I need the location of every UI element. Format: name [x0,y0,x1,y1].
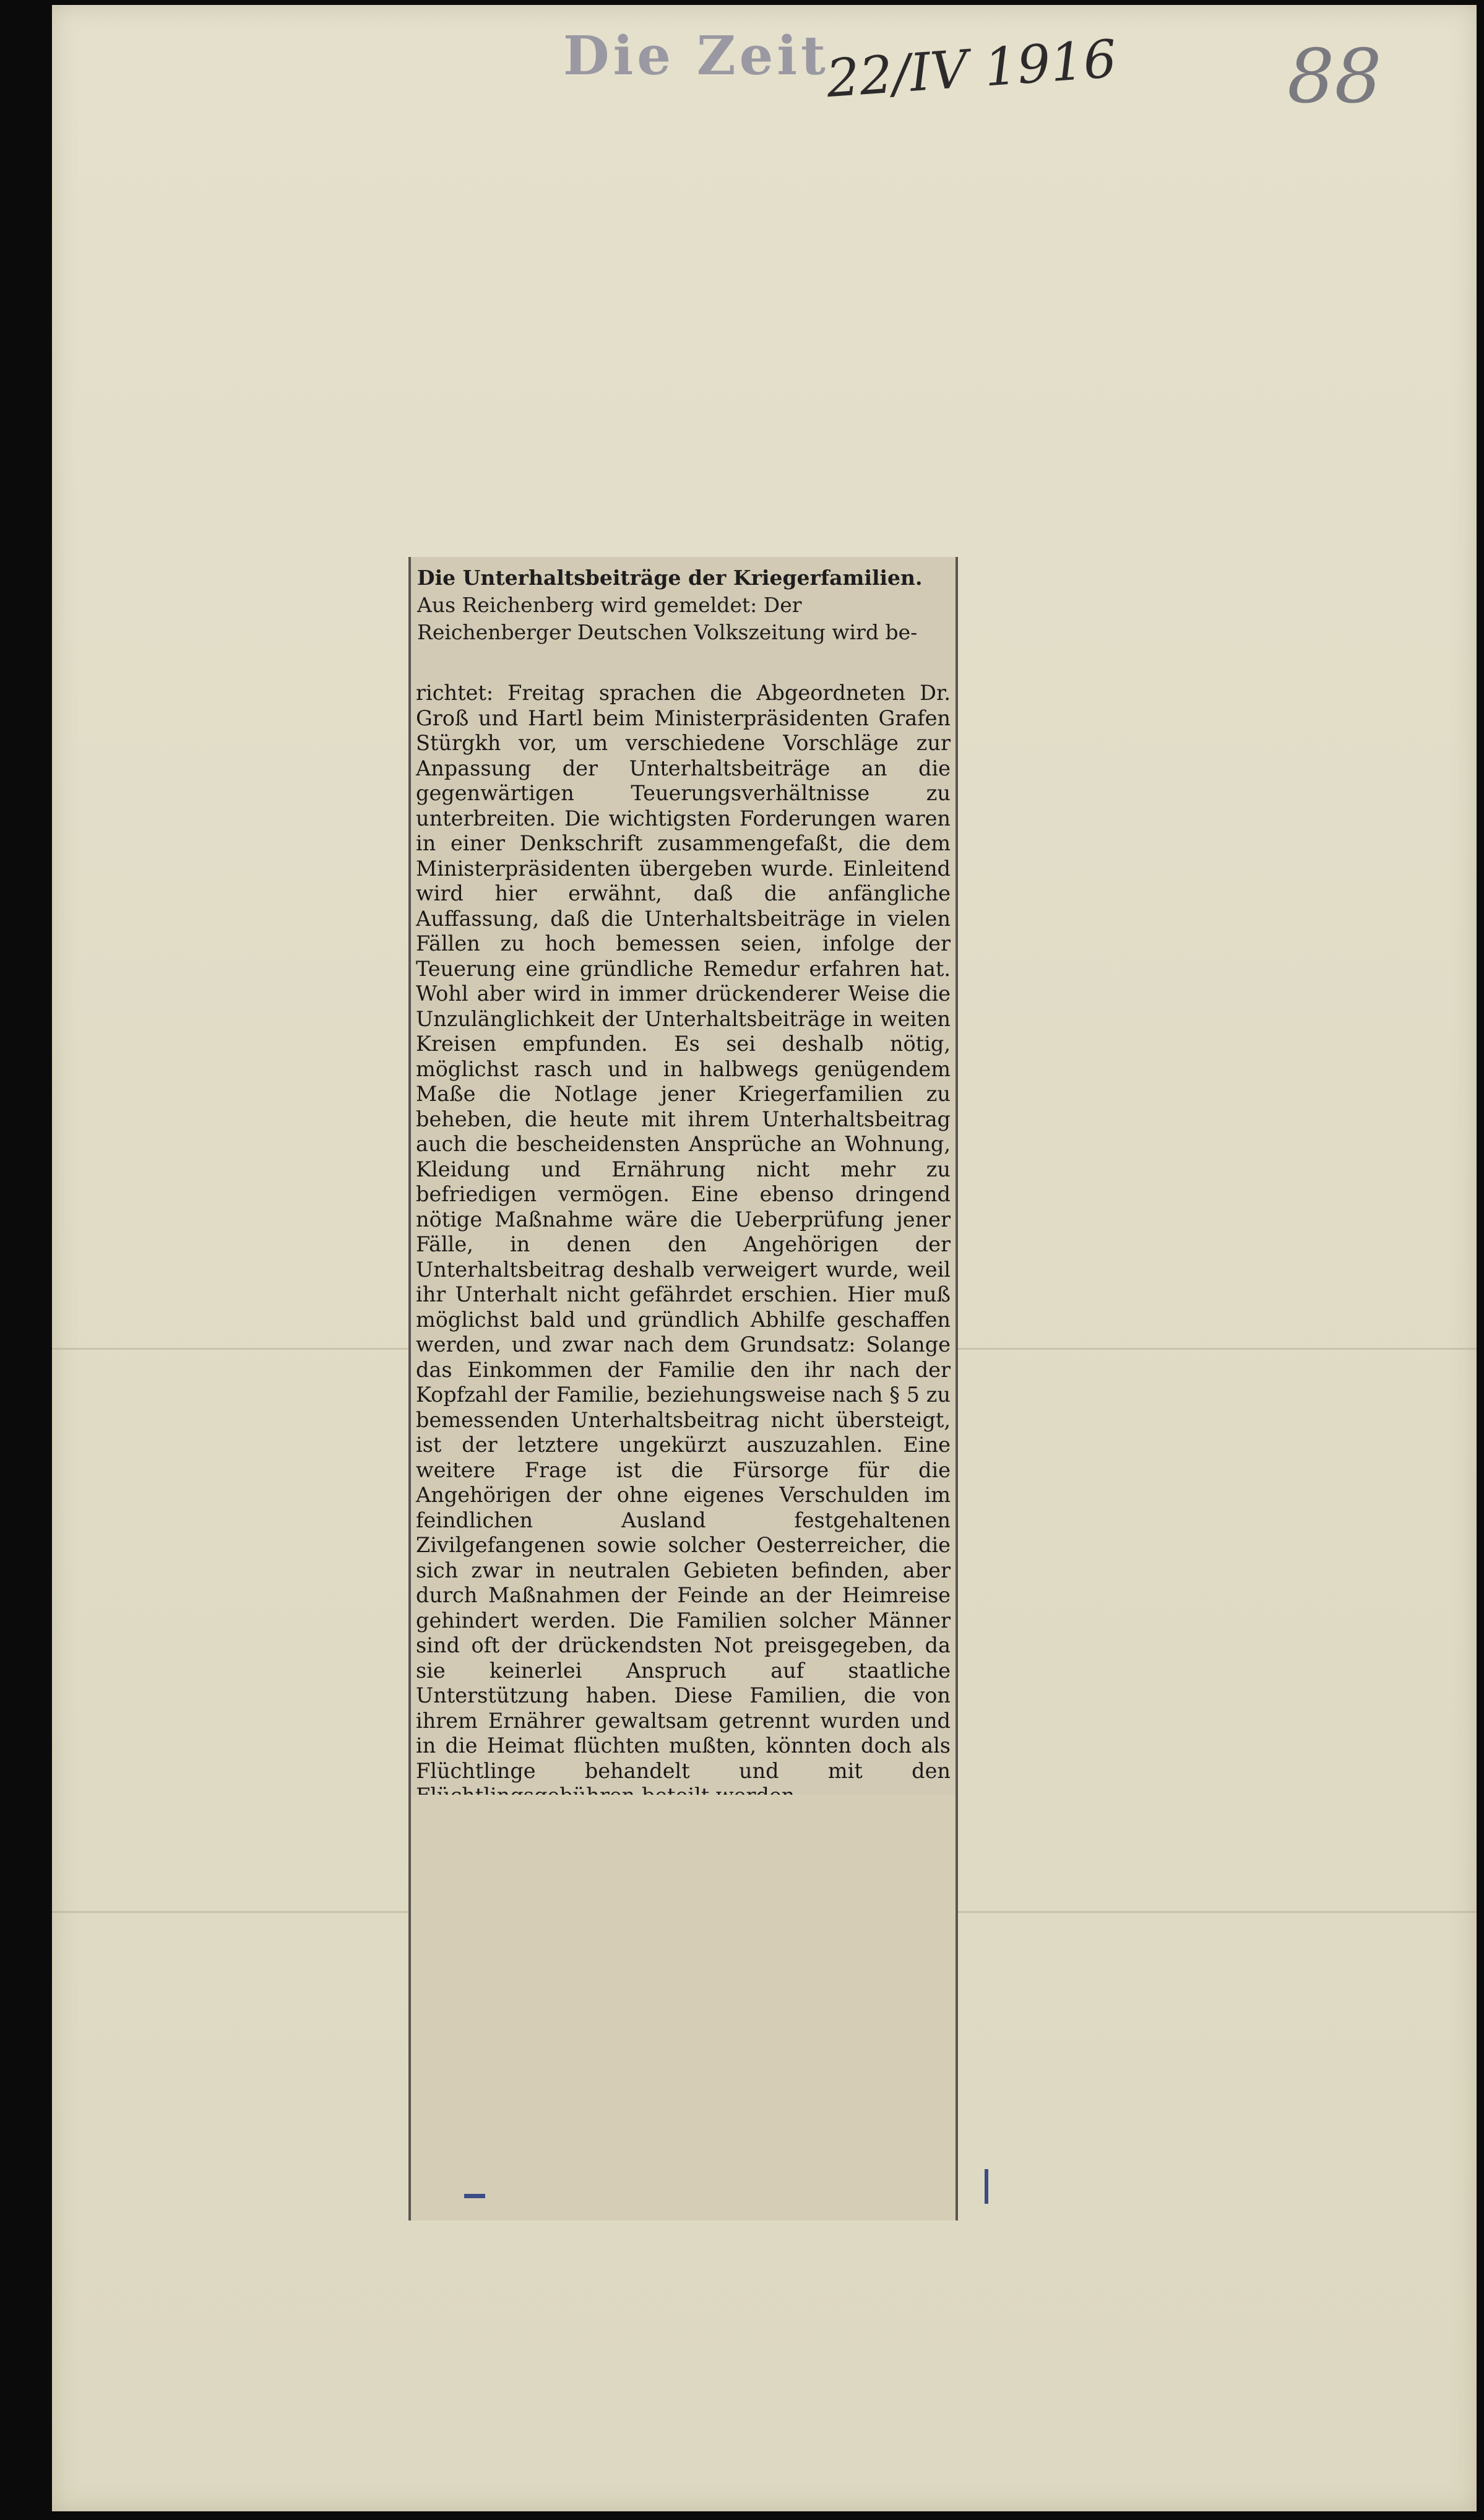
handwritten-date: 22/IV 1916 [824,28,1119,110]
article-intro-line: Reichenberger Deutschen Volkszeitung wird be- [417,620,918,644]
clipping-blank-backing [411,1795,956,2220]
article-intro-line: Aus Reichenberg wird gemeldet: Der [417,593,802,617]
clipping-header [417,564,949,646]
newspaper-clipping [408,557,958,2220]
article-body [416,681,951,1789]
newspaper-masthead-stamp: Die Zeit [563,25,829,87]
article-body-text: richtet: Freitag sprachen die Abgeordneten Dr. Groß und Hartl beim Ministerpräsidenten Grafen Stürgkh vor, um verschiedene Vorschläge zur Anpassung der Unterhaltsbeiträge an die gegenwärtigen Teuerungsverhältnisse zu unterbreiten. Die wichtigsten Forderungen waren in einer Denkschrift zusammengefaßt, die dem Ministerpräsidenten übergeben wurde. Einleitend wird hier erwähnt, daß die anfängliche Auffassung, daß die Unterhaltsbeiträge in vielen Fällen zu hoch bemessen seien, infolge der Teuerung eine gründliche Remedur erfahren hat. Wohl aber wird in immer drückenderer Weise die Unzulänglichkeit der Unterhaltsbeiträge in weiten Kreisen empfunden. Es sei deshalb nötig, möglichst rasch und in halbwegs genügendem Maße die Notlage jener Kriegerfamilien zu beheben, die heute mit ihrem Unterhaltsbeitrag auch die bescheidensten Ansprüche an Wohnung, Kleidung und Ernährung nicht mehr zu befriedigen vermögen. Eine ebenso dringend nötige Maßnahme wäre die Ueberprüfung jener Fälle, in denen den Angehörigen der Unterhaltsbeitrag deshalb verweigert wurde, weil ihr Unterhalt nicht gefährdet erschien. Hier muß möglichst bald und gründlich Abhilfe geschaffen werden, und zwar nach dem Grundsatz: Solange das Einkommen der Familie den ihr nach der Kopfzahl der Familie, beziehungsweise nach § 5 zu bemessenden Unterhaltsbeitrag nicht übersteigt, ist der letztere ungekürzt auszuzahlen. Eine weitere Frage ist die Fürsorge für die Angehörigen der ohne eigenes Verschulden im feindlichen Ausland festgehaltenen Zivilgefangenen sowie solcher Oesterreicher, die sich zwar in neutralen Gebieten befinden, aber durch Maßnahmen der Feinde an der Heimreise gehindert werden. Die Familien solcher Männer sind oft der drückendsten Not preisgegeben, da sie keinerlei Anspruch auf staatliche Unterstützung haben. Diese Familien, die von ihrem Ernährer gewaltsam getrennt wurden und in die Heimat flüchten mußten, könnten doch als Flüchtlinge behandelt und mit den [416,681,951,1783]
article-title: Die Unterhaltsbeiträge der Kriegerfamilien. [417,566,923,590]
blue-pencil-mark [464,2194,485,2198]
handwritten-page-number: 88 [1287,34,1382,120]
blue-pencil-mark [985,2169,988,2204]
